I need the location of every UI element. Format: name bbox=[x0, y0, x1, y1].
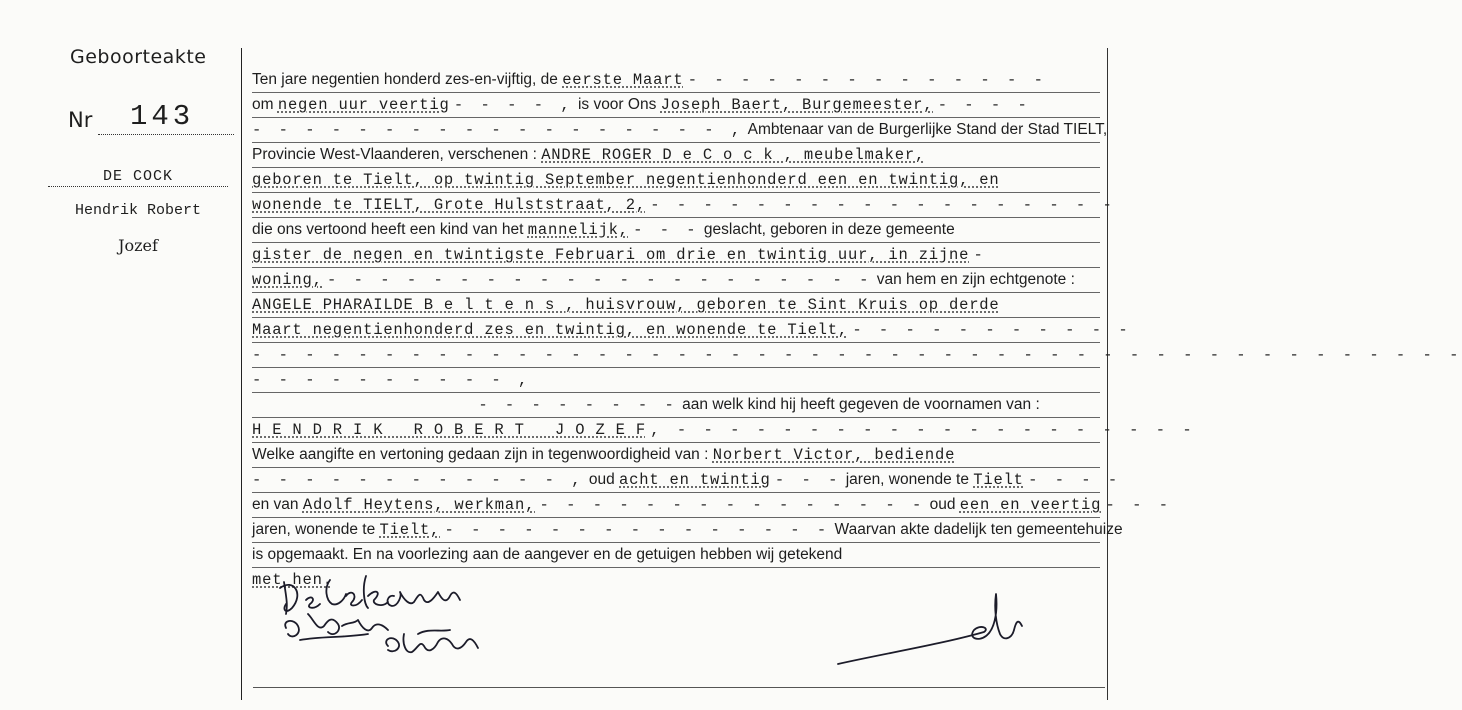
declarant-address-field: wonende te TIELT, Grote Hulststraat, 2, bbox=[252, 196, 646, 214]
line-text: oud bbox=[588, 471, 615, 488]
text-line-12 bbox=[252, 343, 1462, 368]
filler-dashes: , - - - - - - - - - - - - - - - - - - - - bbox=[650, 421, 1196, 439]
witness-2-signature bbox=[386, 630, 478, 652]
margin-column bbox=[0, 0, 240, 710]
line-text: die ons vertoond heeft een kind van het bbox=[252, 221, 524, 238]
line-text: en van bbox=[252, 496, 299, 513]
filler-dashes: - - - bbox=[633, 221, 700, 239]
filler-dashes: - - - - - - - - - - , bbox=[252, 371, 532, 389]
text-line-6 bbox=[252, 193, 1116, 218]
line-text: Provincie West-Vlaanderen, verschenen : bbox=[252, 146, 537, 163]
official-field: Joseph Baert, Burgemeester, bbox=[660, 96, 934, 114]
text-line-14 bbox=[252, 393, 1100, 418]
witness-2-field: Adolf Heytens, werkman, bbox=[302, 496, 536, 514]
declarant-field: ANDRE ROGER D e C o c k , meubelmaker, bbox=[541, 146, 926, 164]
line-text: Ten jare negentien honderd zes-en-vijftig, de bbox=[252, 71, 558, 88]
text-line-17 bbox=[252, 468, 1122, 493]
filler-dashes: - - - - - - - - - - - - - - bbox=[687, 71, 1047, 89]
line-text: jaren, wonende te bbox=[845, 471, 969, 488]
text-line-11 bbox=[252, 318, 1132, 343]
text-line-9 bbox=[252, 268, 1100, 293]
witness-1-residence-field: Tielt bbox=[973, 471, 1024, 489]
witness-1-field: Norbert Victor, bediende bbox=[712, 446, 956, 464]
sex-field: mannelijk, bbox=[527, 221, 629, 239]
line-text: jaren, wonende te bbox=[252, 521, 376, 538]
text-line-10 bbox=[252, 293, 1100, 318]
birth-place-field: woning, bbox=[252, 271, 323, 289]
mother-field: ANGELE PHARAILDE B e l t e n s , huisvrouw, geboren te Sint Kruis op derde bbox=[252, 296, 1000, 314]
filler-dashes: - - - - - - - - - - - - - - - - - - - - - - - - - - - - - - - - - - - - - - - - - - - - - - bbox=[252, 346, 1462, 364]
child-given-names-line2: Jozef bbox=[118, 236, 158, 255]
text-line-18 bbox=[252, 493, 1173, 518]
date-field: eerste Maart bbox=[562, 71, 684, 89]
text-line-13 bbox=[252, 368, 1100, 393]
record-number: 143 bbox=[98, 100, 234, 135]
filler-dashes: - - - - - - - - - - - - - - - - - - , bbox=[252, 121, 745, 139]
line-text: om bbox=[252, 96, 274, 113]
mother-birth-field: Maart negentienhonderd zes en twintig, en wonende te Tielt, bbox=[252, 321, 848, 339]
child-given-names-line1: Hendrik Robert bbox=[74, 202, 202, 219]
filler-dashes: - - - - - - - - bbox=[478, 396, 678, 414]
text-line-5 bbox=[252, 168, 1100, 193]
line-text: is opgemaakt. En na voorlezing aan de aangever en de getuigen hebben wij getekend bbox=[252, 546, 843, 563]
line-text: aan welk kind hij heeft gegeven de voornamen van : bbox=[682, 396, 1040, 413]
birth-date-field: gister de negen en twintigste Februari om drie en twintig uur, in zijne bbox=[252, 246, 970, 264]
text-line-20 bbox=[252, 543, 1100, 568]
text-line-21 bbox=[252, 568, 1100, 592]
text-line-1 bbox=[252, 68, 1100, 93]
filler-dashes: - - - - bbox=[937, 96, 1031, 114]
certificate-text-block bbox=[241, 48, 1462, 700]
filler-dashes: - - - - , bbox=[453, 96, 574, 114]
filler-dashes: - - - - - - - - - - - bbox=[852, 321, 1132, 339]
bottom-border bbox=[253, 687, 1105, 688]
filler-dashes: - - - - - - - - - - - - - - - - - - - - - bbox=[327, 271, 873, 289]
text-line-7 bbox=[252, 218, 1100, 243]
line-text: is voor Ons bbox=[577, 96, 657, 113]
text-line-3 bbox=[252, 118, 1108, 143]
filler-dashes: - bbox=[973, 246, 987, 264]
text-line-16 bbox=[252, 443, 1100, 468]
text-line-4 bbox=[252, 143, 1100, 168]
given-names-field: H E N D R I K R O B E R T J O Z E F bbox=[252, 421, 646, 439]
witness-1-age-field: acht en twintig bbox=[619, 471, 771, 489]
line-text: Ambtenaar van de Burgerlijke Stand der Stad TIELT, bbox=[747, 121, 1108, 138]
filler-dashes: - - - bbox=[774, 471, 842, 489]
filler-dashes: - - - - - - - - - - - - - - - bbox=[539, 496, 926, 514]
time-field: negen uur veertig bbox=[277, 96, 450, 114]
line-text: Waarvan akte dadelijk ten gemeentehuize bbox=[834, 521, 1123, 538]
witness-2-age-field: een en veertig bbox=[959, 496, 1102, 514]
mayor-signature bbox=[838, 594, 1022, 664]
filler-dashes: - - - - - - - - - - - - - - - - - - bbox=[650, 196, 1116, 214]
filler-dashes: - - - - - - - - - - - - , bbox=[252, 471, 585, 489]
text-line-2 bbox=[252, 93, 1100, 118]
line-text: van hem en zijn echtgenote : bbox=[876, 271, 1075, 288]
number-label: Nr bbox=[68, 108, 93, 132]
text-line-8 bbox=[252, 243, 1100, 268]
filler-dashes: - - - - - - - - - - - - - - - bbox=[444, 521, 831, 539]
filler-dashes: - - - - bbox=[1028, 471, 1122, 489]
line-text: Welke aangifte en vertoning gedaan zijn in tegenwoordigheid van : bbox=[252, 446, 709, 463]
line-text: geslacht, geboren in deze gemeente bbox=[703, 221, 955, 238]
witness-1-signature bbox=[285, 614, 388, 640]
child-surname: DE COCK bbox=[48, 168, 228, 187]
declarant-birth-field: geboren te Tielt, op twintig September negentienhonderd een en twintig, en bbox=[252, 171, 1000, 189]
text-line-15 bbox=[252, 418, 1196, 443]
text-line-19 bbox=[252, 518, 1123, 543]
line-text: oud bbox=[929, 496, 956, 513]
witness-2-residence-field: Tielt, bbox=[379, 521, 441, 539]
filler-dashes: - - - bbox=[1105, 496, 1173, 514]
closing-field: met hen. bbox=[252, 571, 333, 589]
document-type-label: Geboorteakte bbox=[70, 46, 207, 68]
